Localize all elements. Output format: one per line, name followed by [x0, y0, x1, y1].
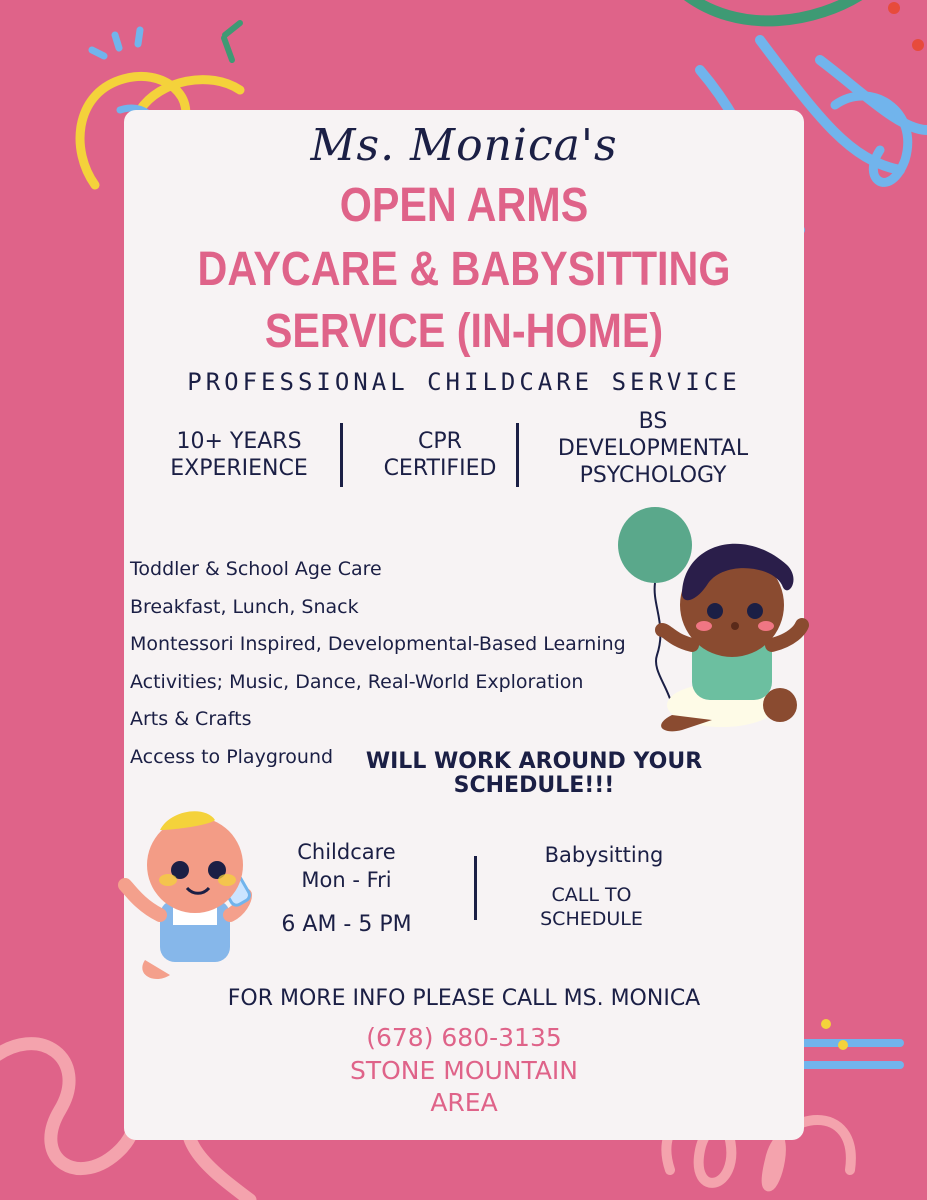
babysitting-info	[524, 883, 659, 931]
baby-with-bottle-illustration	[115, 810, 265, 990]
childcare-hours: 6 AM - 5 PM	[281, 912, 412, 937]
childcare-title: Childcare	[297, 840, 396, 864]
credential-line: PSYCHOLOGY	[579, 463, 727, 488]
service-area-line: STONE MOUNTAIN	[349, 1056, 578, 1085]
headline-line-1: OPEN ARMS	[339, 179, 589, 232]
services-list	[130, 555, 626, 780]
contact-prompt: FOR MORE INFO PLEASE CALL MS. MONICA	[227, 986, 701, 1011]
list-item: Montessori Inspired, Developmental-Based Learning	[130, 633, 626, 655]
credential-line: 10+ YEARS	[176, 429, 302, 454]
credential-line: EXPERIENCE	[170, 456, 308, 481]
list-item: Arts & Crafts	[130, 708, 252, 730]
list-item: Toddler & School Age Care	[130, 558, 382, 580]
headline-line-2: DAYCARE & BABYSITTING	[197, 243, 731, 296]
babysitting-line: CALL TO	[551, 884, 632, 906]
divider	[474, 856, 477, 920]
schedule-note-line: WILL WORK AROUND YOUR	[365, 749, 703, 774]
credential-line: CERTIFIED	[383, 456, 497, 481]
credential-cpr	[360, 428, 520, 482]
service-area	[124, 1055, 804, 1119]
credential-line: DEVELOPMENTAL	[557, 436, 749, 461]
baby-with-balloon-illustration	[612, 505, 812, 745]
phone-number: (678) 680-3135	[366, 1023, 562, 1052]
owner-name: Ms. Monica's	[310, 120, 618, 171]
childcare-block	[274, 838, 419, 894]
schedule-note	[364, 750, 704, 798]
childcare-days: Mon - Fri	[301, 868, 392, 892]
credential-line: CPR	[418, 429, 462, 454]
headline-line-3: SERVICE (IN-HOME)	[264, 305, 664, 358]
service-area-line: AREA	[430, 1088, 498, 1117]
list-item: Access to Playground	[130, 745, 334, 768]
list-item: Breakfast, Lunch, Snack	[130, 595, 359, 618]
divider	[516, 423, 519, 487]
credential-line: BS	[638, 409, 668, 434]
credential-degree	[538, 408, 768, 489]
subheading: PROFESSIONAL CHILDCARE SERVICE	[187, 368, 741, 396]
divider	[340, 423, 343, 487]
schedule-note-line: SCHEDULE!!!	[453, 773, 615, 798]
credential-experience	[154, 428, 324, 482]
babysitting-line: SCHEDULE	[540, 908, 643, 930]
babysitting-title: Babysitting	[544, 843, 664, 867]
list-item: Activities; Music, Dance, Real-World Exploration	[130, 670, 584, 693]
